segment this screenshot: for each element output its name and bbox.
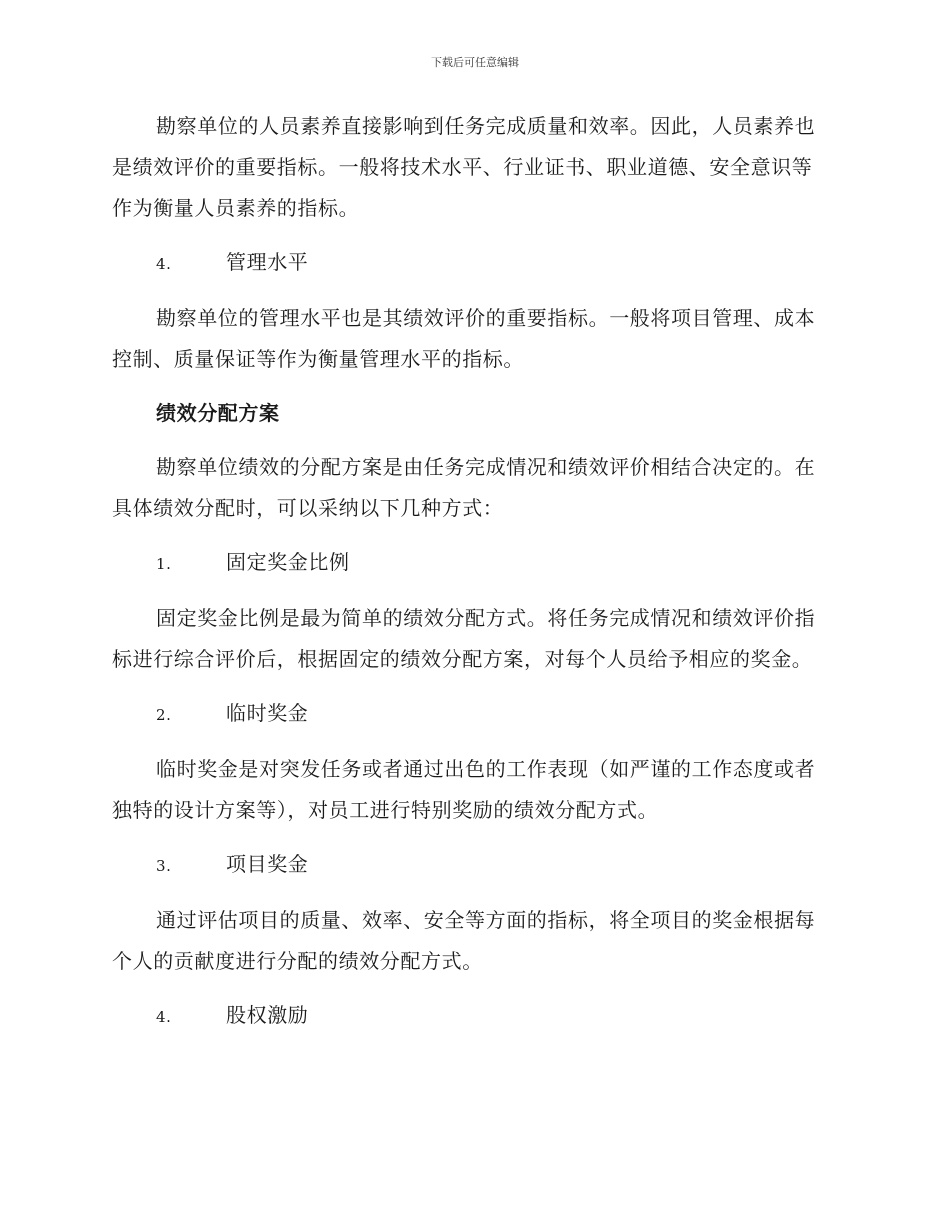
list-number: 4. <box>156 1008 172 1026</box>
list-label: 临时奖金 <box>226 701 309 725</box>
list-item-fixed-bonus <box>112 542 832 585</box>
paragraph-management-level: 勘察单位的管理水平也是其绩效评价的重要指标。一般将项目管理、成本控制、质量保证等作为衡量管理水平的指标。 <box>112 306 816 371</box>
list-item-project-bonus <box>112 844 832 887</box>
paragraph-project-bonus: 通过评估项目的质量、效率、安全等方面的指标，将全项目的奖金根据每个人的贡献度进行分配的绩效分配方式。 <box>112 908 816 973</box>
list-number: 4. <box>156 255 172 273</box>
list-label: 项目奖金 <box>226 852 309 876</box>
list-label: 管理水平 <box>226 250 309 274</box>
list-label: 股权激励 <box>226 1003 309 1027</box>
list-number: 2. <box>156 706 172 724</box>
paragraph-distribution-intro: 勘察单位绩效的分配方案是由任务完成情况和绩效评价相结合决定的。在具体绩效分配时，可以采纳以下几种方式： <box>112 455 816 520</box>
list-number: 3. <box>156 857 172 875</box>
paragraph-temporary-bonus: 临时奖金是对突发任务或者通过出色的工作表现（如严谨的工作态度或者独特的设计方案等），对员工进行特别奖励的绩效分配方式。 <box>112 757 816 822</box>
list-item-management-level <box>112 242 832 285</box>
list-label: 固定奖金比例 <box>226 550 350 574</box>
document-body <box>112 106 832 1038</box>
list-item-equity-incentive <box>112 995 832 1038</box>
list-item-temporary-bonus <box>112 693 832 736</box>
section-heading: 绩效分配方案 <box>156 401 280 425</box>
list-number: 1. <box>156 555 172 573</box>
paragraph-fixed-bonus: 固定奖金比例是最为简单的绩效分配方式。将任务完成情况和绩效评价指标进行综合评价后，根据固定的绩效分配方案，对每个人员给予相应的奖金。 <box>112 606 816 671</box>
page-header: 下载后可任意编辑 <box>431 56 519 69</box>
paragraph-personnel-quality: 勘察单位的人员素养直接影响到任务完成质量和效率。因此，人员素养也是绩效评价的重要指标。一般将技术水平、行业证书、职业道德、安全意识等作为衡量人员素养的指标。 <box>112 114 816 220</box>
